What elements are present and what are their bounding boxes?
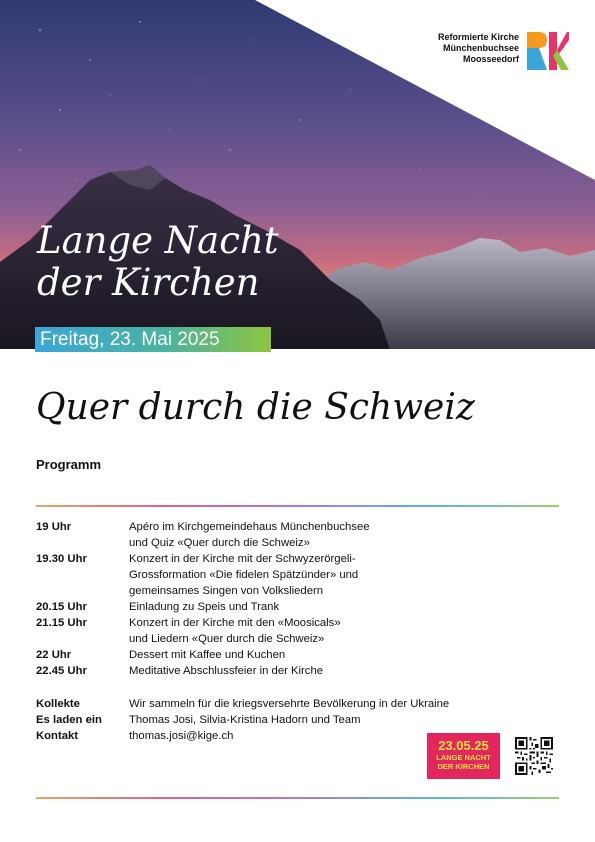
info-label: Kontakt — [36, 730, 79, 742]
contact-email-link[interactable]: thomas.josi@kige.ch — [129, 730, 234, 742]
program-row — [36, 519, 559, 551]
program-time: 20.15 Uhr — [36, 601, 87, 613]
info-row-collection — [36, 696, 559, 712]
program-desc-line: Konzert in der Kirche mit den «Moosicals» — [129, 617, 341, 629]
program-desc — [129, 647, 559, 663]
badge-line-2: DER KIRCHEN — [437, 762, 490, 771]
qr-code-icon[interactable] — [515, 737, 553, 775]
program-row — [36, 647, 559, 663]
program-row — [36, 615, 559, 647]
program-desc-line: Dessert mit Kaffee und Kuchen — [129, 649, 286, 661]
program-desc-line: Grossformation «Die fidelen Spätzünder» und — [129, 569, 359, 581]
event-badge — [427, 733, 500, 779]
program-desc — [129, 551, 559, 599]
program-desc-line: Einladung zu Speis und Trank — [129, 601, 280, 613]
divider-top — [36, 505, 559, 507]
program-time: 19 Uhr — [36, 521, 72, 533]
program-time: 21.15 Uhr — [36, 617, 87, 629]
info-row-hosts — [36, 712, 559, 728]
program-desc — [129, 615, 559, 647]
program-list — [36, 519, 559, 679]
program-desc-line: und Quiz «Quer durch die Schweiz» — [129, 537, 310, 549]
event-title — [37, 220, 279, 304]
program-desc-line: gemeinsames Singen von Volksliedern — [129, 585, 324, 597]
program-desc-line: Konzert in der Kirche mit der Schwyzerörgeli- — [129, 553, 356, 565]
program-row — [36, 663, 559, 679]
program-desc-line: Apéro im Kirchgemeindehaus Münchenbuchsee — [129, 521, 370, 533]
church-logo-icon — [525, 30, 569, 72]
divider-bottom — [36, 797, 559, 799]
badge-line-1: LANGE NACHT — [436, 753, 491, 762]
event-title-line-2: der Kirchen — [37, 261, 260, 304]
org-line-2: Münchenbuchsee — [442, 43, 519, 53]
info-value: Wir sammeln für die kriegsversehrte Bevölkerung in der Ukraine — [129, 698, 450, 710]
program-desc — [129, 663, 559, 679]
program-time: 22.45 Uhr — [36, 665, 87, 677]
event-date: Freitag, 23. Mai 2025 — [40, 329, 220, 350]
program-row — [36, 551, 559, 599]
org-line-1: Reformierte Kirche — [437, 32, 519, 42]
event-title-line-1: Lange Nacht — [37, 219, 279, 262]
program-time: 19.30 Uhr — [36, 553, 87, 565]
main-heading: Quer durch die Schweiz — [36, 387, 475, 428]
program-desc — [129, 599, 559, 615]
org-name — [438, 32, 519, 65]
info-label: Es laden ein — [36, 714, 102, 726]
program-time: 22 Uhr — [36, 649, 72, 661]
program-row — [36, 599, 559, 615]
program-desc — [129, 519, 559, 551]
program-desc-line: Meditative Abschlussfeier in der Kirche — [129, 665, 324, 677]
org-line-3: Moosseedorf — [462, 54, 519, 64]
badge-date: 23.05.25 — [438, 738, 489, 753]
info-label: Kollekte — [36, 698, 80, 710]
info-value: Thomas Josi, Silvia-Kristina Hadorn und Team — [129, 714, 361, 726]
section-label-program: Programm — [36, 457, 102, 472]
program-desc-line: und Liedern «Quer durch die Schweiz» — [129, 633, 325, 645]
